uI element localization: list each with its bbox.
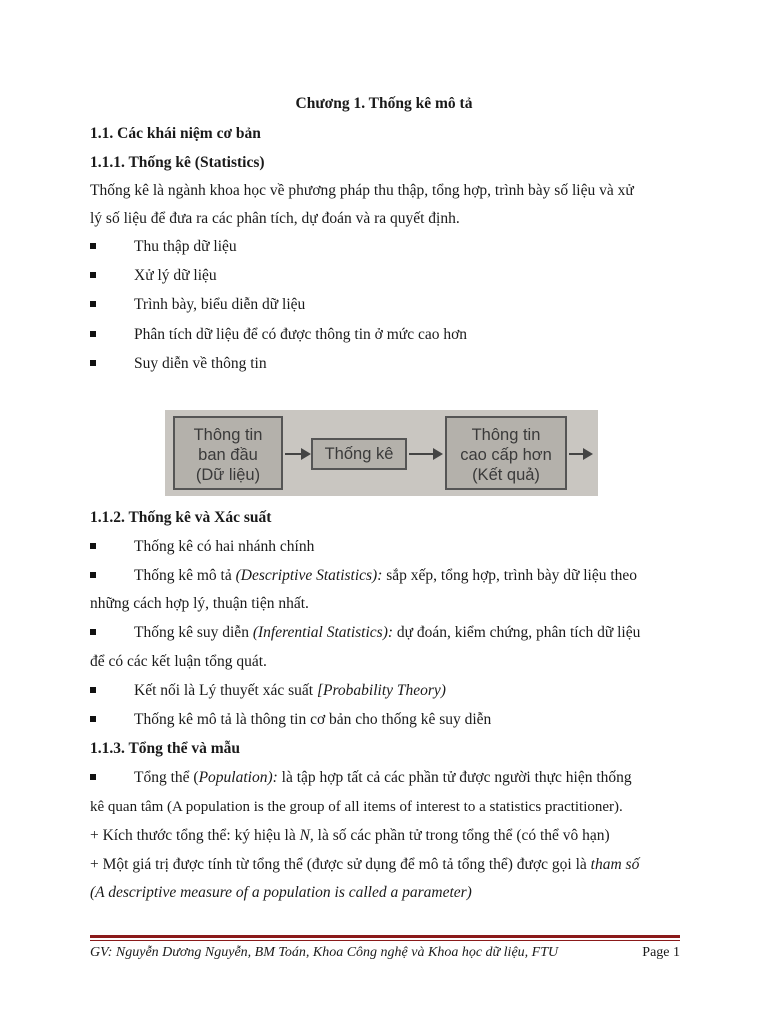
bullet-text: Thống kê suy diễn [134, 624, 253, 641]
bullet-text: là tập hợp tất cả các phần tử được người thực hiện thống [277, 769, 632, 786]
text: là số các phần tử trong tổng thể (có thể vô hạn) [313, 827, 610, 844]
bullet-text: Thu thập dữ liệu [134, 238, 237, 255]
paragraph-statistics-line2: lý số liệu để đưa ra các phân tích, dự đoán và ra quyết định. [90, 210, 460, 227]
bullet-item [90, 537, 314, 557]
diagram-box1-line: (Dữ liệu) [195, 466, 261, 484]
population-size-line [90, 826, 610, 846]
bullet-continuation: để có các kết luận tổng quát. [90, 653, 267, 670]
term-english: [Probability Theory) [316, 682, 446, 699]
parameter-definition-english [90, 883, 472, 903]
text: + Một giá trị được tính từ tổng thể (được sử dụng để mô tả tổng thể) được gọi là [90, 856, 591, 873]
bullet-item [90, 266, 217, 286]
bullet-item [90, 623, 640, 643]
bullet-text: Xử lý dữ liệu [134, 267, 217, 284]
bullet-icon [90, 301, 96, 307]
bullet-item [90, 566, 637, 586]
term-english: (Descriptive Statistics): [235, 567, 383, 584]
parameter-line [90, 855, 639, 875]
bullet-icon [90, 572, 96, 578]
diagram-box1-line: ban đầu [198, 446, 258, 464]
bullet-text: sắp xếp, tổng hợp, trình bày dữ liệu theo [382, 567, 638, 584]
text: + Kích thước tổng thể: ký hiệu là [90, 827, 300, 844]
bullet-icon [90, 272, 96, 278]
bullet-item [90, 710, 491, 730]
symbol-N: N, [299, 827, 314, 844]
bullet-continuation: kê quan tâm (A population is the group of all items of interest to a statistics practitioner). [90, 799, 623, 815]
diagram-box-input-data [173, 416, 283, 490]
bullet-text: Thống kê có hai nhánh chính [134, 538, 315, 555]
bullet-item [90, 354, 267, 374]
statistics-flow-diagram [165, 410, 598, 496]
chapter-title: Chương 1. Thống kê mô tả [295, 95, 473, 112]
section-heading-1-1-1: 1.1.1. Thống kê (Statistics) [90, 154, 265, 171]
bullet-icon [90, 543, 96, 549]
bullet-text: dự đoán, kiểm chứng, phân tích dữ liệu [393, 624, 641, 641]
diagram-box3-line: Thông tin [471, 426, 541, 444]
arrow-icon [285, 453, 309, 455]
bullet-icon [90, 687, 96, 693]
diagram-box-advanced-info [445, 416, 567, 490]
arrow-icon [409, 453, 441, 455]
diagram-box3-line: (Kết quả) [472, 466, 540, 484]
bullet-text: Thống kê mô tả là thông tin cơ bản cho thống kê suy diễn [134, 711, 492, 728]
footer-divider [90, 935, 680, 938]
arrow-icon [569, 453, 591, 455]
bullet-text: Kết nối là Lý thuyết xác suất [134, 682, 317, 699]
section-heading-1-1-3: 1.1.3. Tổng thể và mẫu [90, 740, 240, 757]
bullet-text: Tổng thể ( [134, 769, 199, 786]
bullet-text: Thống kê mô tả [134, 567, 236, 584]
diagram-box1-line: Thông tin [193, 426, 263, 444]
text: (A descriptive measure of a population is called a parameter) [90, 884, 472, 901]
term-english: (Inferential Statistics): [252, 624, 394, 641]
paragraph-statistics-line1: Thống kê là ngành khoa học về phương pháp thu thập, tổng hợp, trình bày số liệu và xử [90, 182, 634, 199]
bullet-icon [90, 331, 96, 337]
bullet-text: Trình bày, biểu diễn dữ liệu [134, 296, 306, 313]
bullet-icon [90, 716, 96, 722]
page-footer [90, 944, 680, 962]
diagram-box2-label: Thống kê [324, 445, 394, 463]
bullet-item [90, 325, 467, 345]
bullet-text: Phân tích dữ liệu để có được thông tin ở mức cao hơn [134, 326, 468, 343]
bullet-item [90, 295, 305, 315]
bullet-item [90, 681, 446, 701]
diagram-box3-line: cao cấp hơn [460, 446, 552, 464]
bullet-icon [90, 629, 96, 635]
bullet-continuation: những cách hợp lý, thuận tiện nhất. [90, 595, 309, 612]
bullet-text: Suy diễn về thông tin [134, 355, 267, 372]
bullet-icon [90, 360, 96, 366]
footer-author: GV: Nguyễn Dương Nguyễn, BM Toán, Khoa Công nghệ và Khoa học dữ liệu, FTU [90, 945, 559, 960]
footer-divider [90, 940, 680, 941]
bullet-item [90, 237, 237, 257]
diagram-box-statistics [311, 438, 407, 470]
bullet-icon [90, 243, 96, 249]
section-heading-1-1-2: 1.1.2. Thống kê và Xác suất [90, 509, 272, 526]
section-heading-1-1: 1.1. Các khái niệm cơ bản [90, 125, 261, 142]
term-english: Population): [198, 769, 278, 786]
bullet-item [90, 768, 632, 788]
page-number: Page 1 [642, 945, 680, 960]
bullet-icon [90, 774, 96, 780]
term-parameter: tham số [590, 856, 640, 873]
